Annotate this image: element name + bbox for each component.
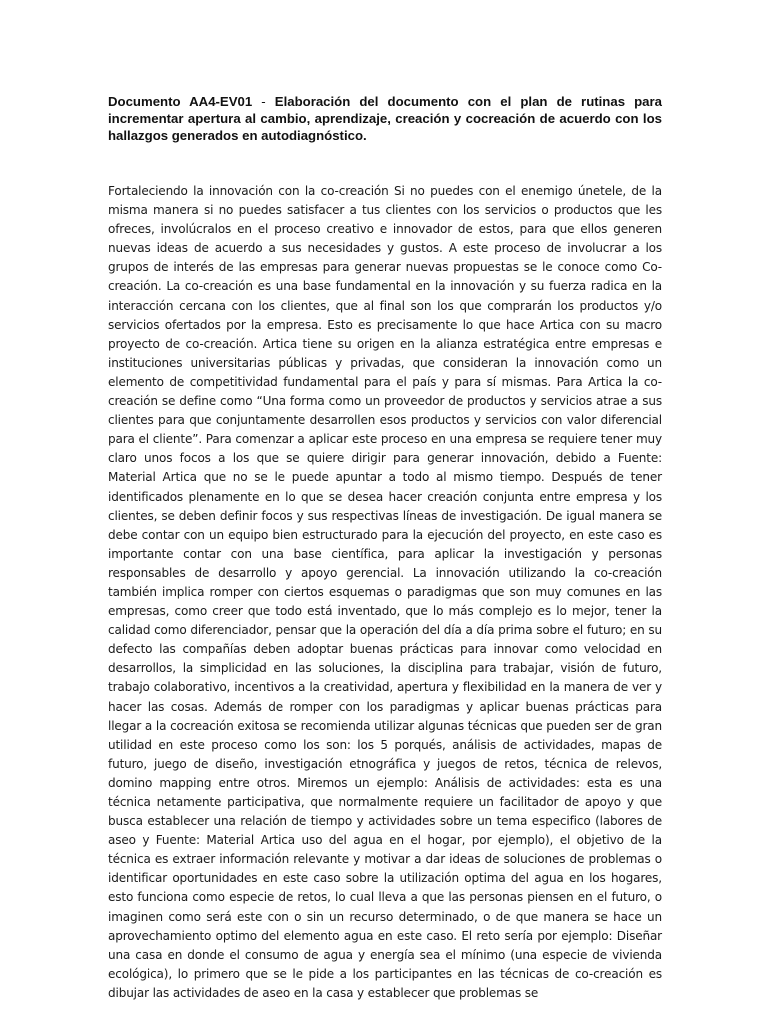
document-title	[108, 93, 662, 144]
document-reference: Documento AA4-EV01	[108, 94, 253, 109]
title-text: Elaboración del documento con el plan de rutinas para incrementar apertura al cambio, aprendizaje, creación y cocreación de acuerdo con los hallazgos generados en autodiagnóstico.	[108, 94, 662, 143]
title-separator: -	[252, 94, 275, 109]
document-body-paragraph: Fortaleciendo la innovación con la co-creación Si no puedes con el enemigo únetele, de la misma manera si no puedes satisfacer a tus clientes con los servicios o productos que les ofreces, involúcralos en el proceso creativo e innovador de estos, para que ellos generen nuevas ideas de acuerdo a sus necesidades y gustos. A este proceso de involucrar a los grupos de interés de las empresas para generar nuevas propuestas se le conoce como Co-creación. La co-creación es una base fundamental en la innovación y su fuerza radica en la interacción cercana con los clientes, que al final son los que comprarán los productos y/o servicios ofertados por la empresa. Esto es precisamente lo que hace Artica con su macro proyecto de co-creación. Artica tiene su origen en la alianza estratégica entre empresas e instituciones universitarias públicas y privadas, que consideran la innovación como un elemento de competitividad fundamental para el país y para sí mismas. Para Artica la co-creación se define como “Una forma como un proveedor de productos y servicios atrae a sus clientes para que conjuntamente desarrollen esos productos y servicios con valor diferencial para el cliente”. Para comenzar a aplicar este proceso en una empresa se requiere tener muy claro unos focos a los que se quiere dirigir para generar innovación, debido a Fuente: Material Artica que no se le puede apuntar a todo al mismo tiempo. Después de tener identificados plenamente en lo que se desea hacer creación conjunta entre empresa y los clientes, se deben definir focos y sus respectivas líneas de investigación. De igual manera se debe contar con un equipo bien estructurado para la ejecución del proyecto, en este caso es importante contar con una base científica, para aplicar la investigación y personas responsables de desarrollo y apoyo gerencial. La innovación utilizando la co-creación también implica romper con ciertos esquemas o paradigmas que son muy comunes en las empresas, como creer que todo está inventado, que lo más complejo es lo mejor, tener la calidad como diferenciador, pensar que la operación del día a día prima sobre el futuro; en su defecto las compañías deben adoptar buenas prácticas para innovar como velocidad en desarrollos, la simplicidad en las soluciones, la disciplina para trabajar, visión de futuro, trabajo colaborativo, incentivos a la creatividad, apertura y flexibilidad en la manera de ver y hacer las cosas. Además de romper con los paradigmas y aplicar buenas prácticas para llegar a la cocreación exitosa se recomienda utilizar algunas técnicas que pueden ser de gran utilidad en este proceso como los son: los 5 porqués, análisis de actividades, mapas de futuro, juego de diseño, investigación etnográfica y juegos de retos, técnica de relevos, domino mapping entre otros. Miremos un ejemplo: Análisis de actividades: esta es una técnica netamente participativa, que normalmente requiere un facilitador de apoyo y que busca establecer una relación de tiempo y actividades sobre un tema especifico (labores de aseo y Fuente: Material Artica uso del agua en el hogar, por ejemplo), el objetivo de la técnica es extraer información relevante y motivar a dar ideas de soluciones de problemas o identificar oportunidades en este caso sobre la utilización optima del agua en los hogares, esto funciona como especie de retos, lo cual lleva a que las personas piensen en el futuro, o imaginen como será este con o sin un recurso determinado, o de que manera se hace un aprovechamiento optimo del elemento agua en este caso. El reto sería por ejemplo: Diseñar una casa en donde el consumo de agua y energía sea el mínimo (una especie de vivienda ecológica), lo primero que se le pide a los participantes en las técnicas de co-creación es dibujar las actividades de aseo en la casa y establecer que problemas se	[108, 184, 662, 1000]
